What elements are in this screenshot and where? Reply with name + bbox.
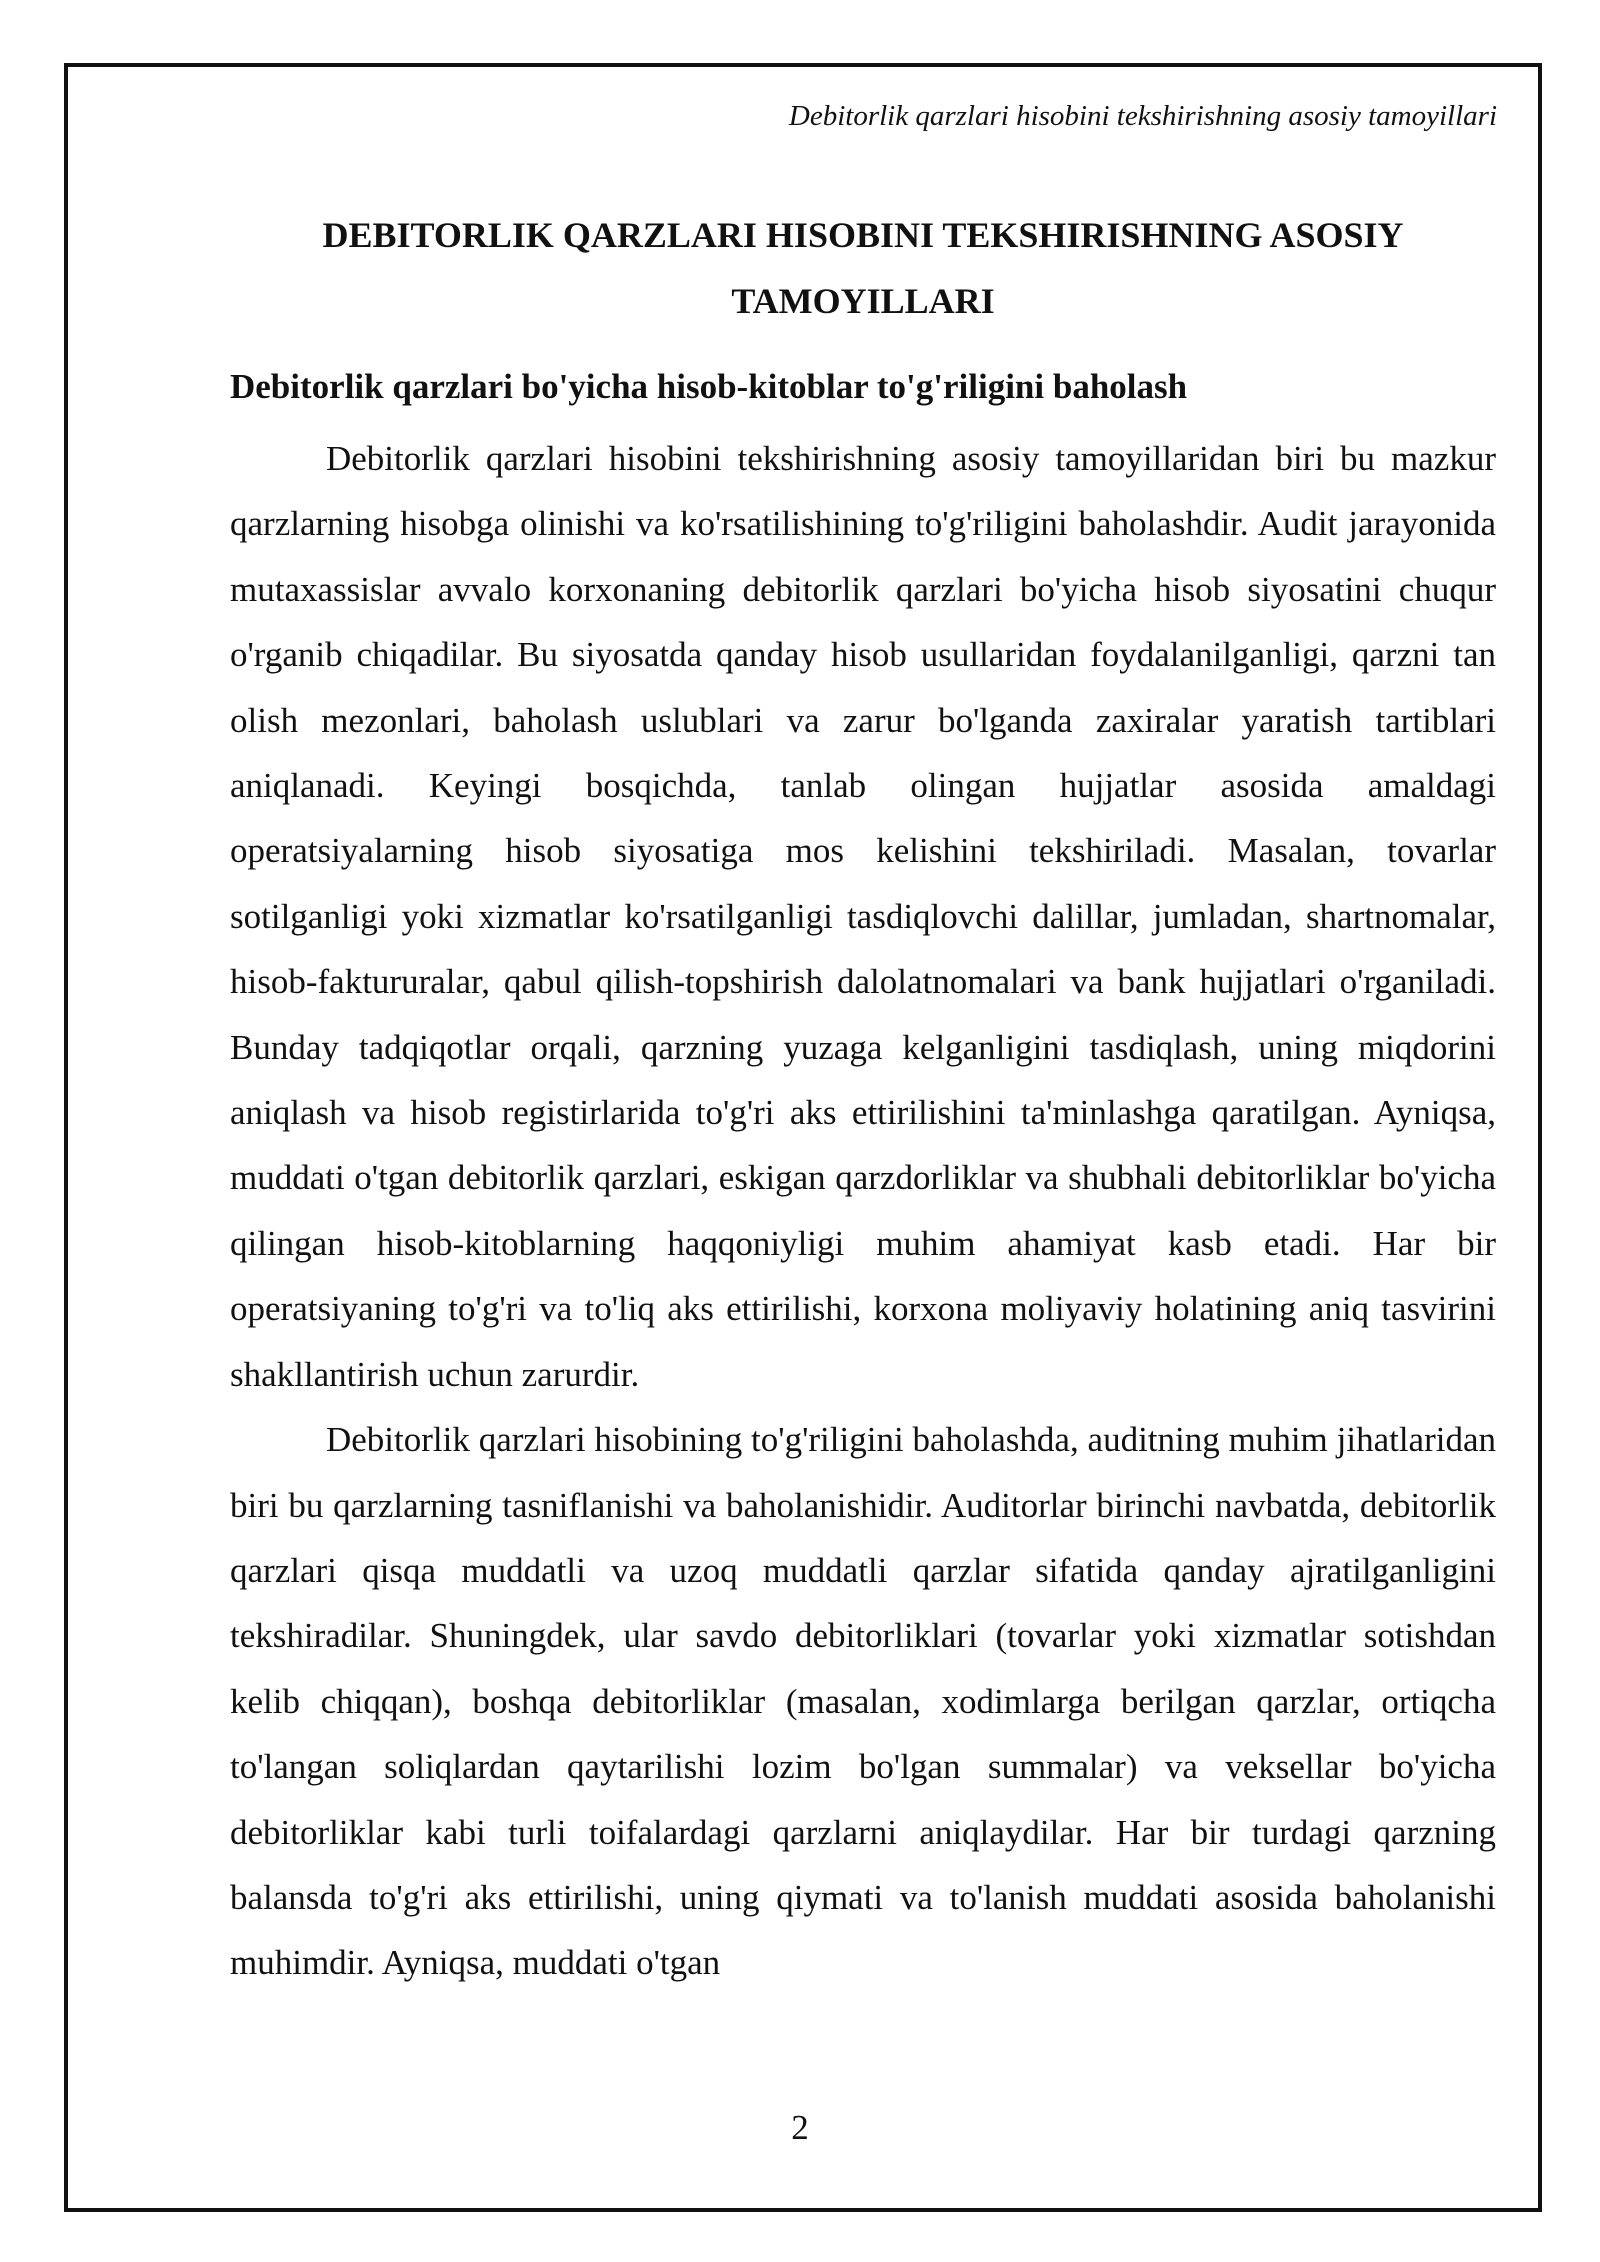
document-title: DEBITORLIK QARZLARI HISOBINI TEKSHIRISHNING ASOSIY TAMOYILLARI	[322, 215, 1404, 321]
section-heading: Debitorlik qarzlari bo'yicha hisob-kitoblar to'g'riligini baholash	[230, 367, 1188, 406]
page-number: 2	[791, 2108, 809, 2147]
body-paragraph: Debitorlik qarzlari hisobining to'g'riligini baholashda, auditning muhim jihatlaridan biri bu qarzlarning tasniflanishi va baholanishidir. Auditorlar birinchi navbatda, debitorlik qarzlari qisqa muddatli va uzoq muddatli qarzlar sifatida qanday ajratilganligini tekshiradilar. Shuningdek, ular savdo debitorliklari (tovarlar yoki xizmatlar sotishdan kelib chiqqan), boshqa debitorliklar (masalan, xodimlarga berilgan qarzlar, ortiqcha to'langan soliqlardan qaytarilishi lozim bo'lgan summalar) va veksellar bo'yicha debitorliklar kabi turli toifalardagi qarzlarni aniqlaydilar. Har bir turdagi qarzning balansda to'g'ri aks ettirilishi, uning qiymati va to'lanish muddati asosida baholanishi muhimdir. Ayniqsa, muddati o'tgan	[230, 1420, 1496, 1983]
running-header: Debitorlik qarzlari hisobini tekshirishning asosiy tamoyillari	[788, 100, 1497, 132]
page-content	[230, 202, 1496, 1996]
body-paragraph: Debitorlik qarzlari hisobini tekshirishning asosiy tamoyillaridan biri bu mazkur qarzlarning hisobga olinishi va ko'rsatilishining to'g'riligini baholashdir. Audit jarayonida mutaxassislar avvalo korxonaning debitorlik qarzlari bo'yicha hisob siyosatini chuqur o'rganib chiqadilar. Bu siyosatda qanday hisob usullaridan foydalanilganligi, qarzni tan olish mezonlari, baholash uslublari va zarur bo'lganda zaxiralar yaratish tartiblari aniqlanadi. Keyingi bosqichda, tanlab olingan hujjatlar asosida amaldagi operatsiyalarning hisob siyosatiga mos kelishini tekshiriladi. Masalan, tovarlar sotilganligi yoki xizmatlar ko'rsatilganligi tasdiqlovchi dalillar, jumladan, shartnomalar, hisob-faktururalar, qabul qilish-topshirish dalolatnomalari va bank hujjatlari o'rganiladi. Bunday tadqiqotlar orqali, qarzning yuzaga kelganligini tasdiqlash, uning miqdorini aniqlash va hisob registirlarida to'g'ri aks ettirilishini ta'minlashga qaratilgan. Ayniqsa, muddati o'tgan debitorlik qarzlari, eskigan qarzdorliklar va shubhali debitorliklar bo'yicha qilingan hisob-kitoblarning haqqoniyligi muhim ahamiyat kasb etadi. Har bir operatsiyaning to'g'ri va to'liq aks ettirilishi, korxona moliyaviy holatining aniq tasvirini shakllantirish uchun zarurdir.	[230, 439, 1496, 1394]
